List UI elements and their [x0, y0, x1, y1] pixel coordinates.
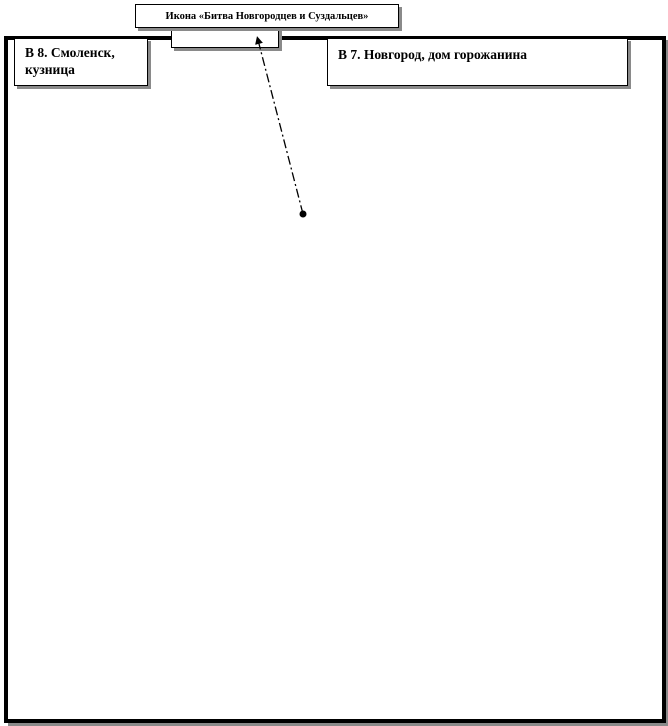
- novgorod-label-box: [327, 38, 628, 86]
- site-frame: [4, 36, 666, 723]
- smolensk-label-box: [14, 38, 148, 86]
- novgorod-label-text: В 7. Новгород, дом горожанина: [338, 47, 528, 62]
- icon-label-tab: [171, 28, 279, 48]
- smolensk-label-line1: В 8. Смоленск,: [25, 45, 115, 60]
- icon-label-box: [135, 4, 399, 28]
- smolensk-label-line2: кузница: [25, 62, 75, 77]
- icon-label-text: Икона «Битва Новгородцев и Суздальцев»: [165, 11, 369, 22]
